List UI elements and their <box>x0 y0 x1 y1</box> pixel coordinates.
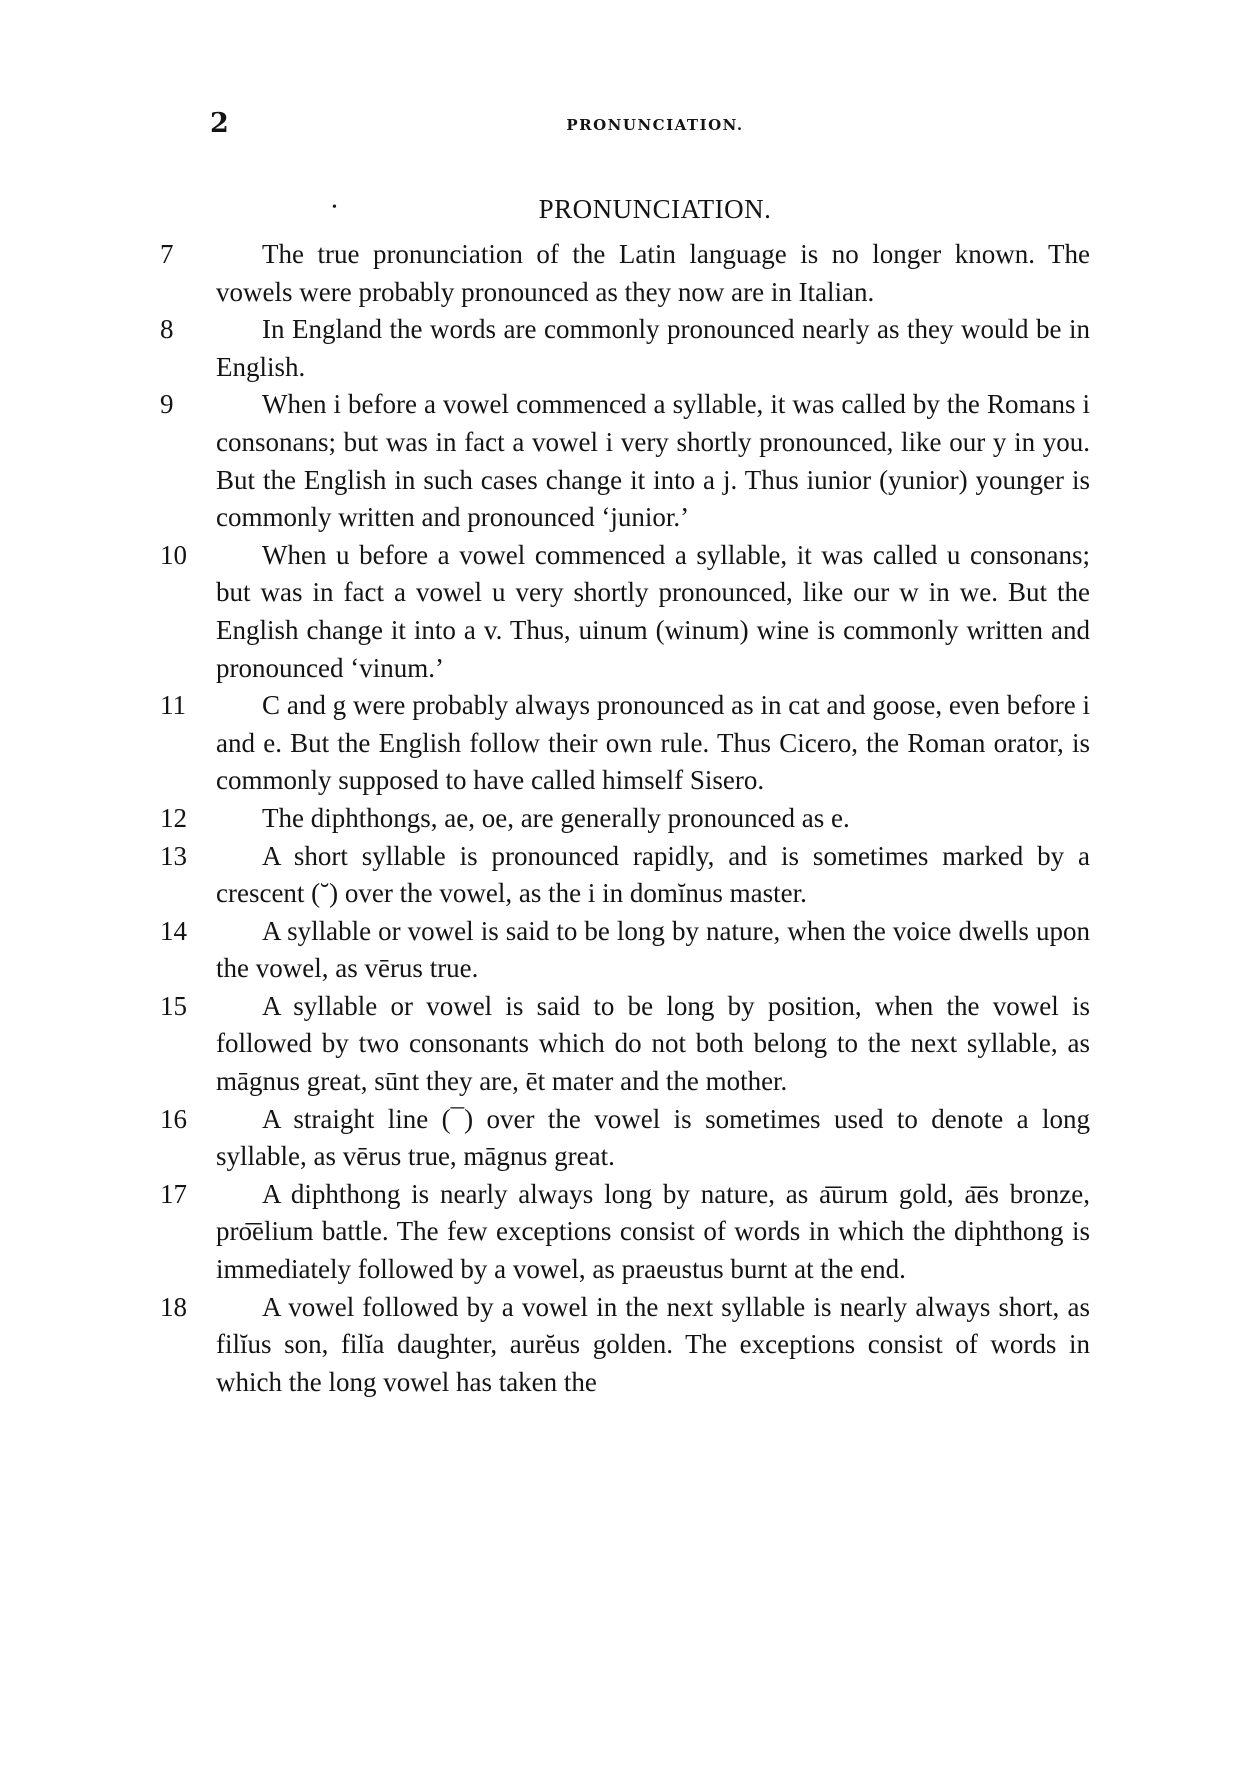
paragraph-15 <box>160 988 1090 1101</box>
paragraph-number: 18 <box>160 1291 187 1322</box>
paragraph-number: 14 <box>160 915 187 946</box>
paragraph-text: When u before a vowel commenced a syllable, it was called u consonans; but was in fact a vowel u very shortly pronounced, like our w in we. But the English change it into a v. Thus, uinum (winum) wine is commonly written and pronounced ‘vinum.’ <box>216 539 1090 683</box>
paragraph-number: 13 <box>160 840 187 871</box>
paragraph-11 <box>160 687 1090 800</box>
paragraph-number: 10 <box>160 539 187 570</box>
paragraph-number: 15 <box>160 990 187 1021</box>
paragraph-number: 7 <box>160 239 174 269</box>
paragraph-text: When i before a vowel commenced a syllable, it was called by the Romans i consonans; but was in fact a vowel i very shortly pronounced, like our y in you. But the English in such cases change it into a j. Thus iunior (yunior) younger is commonly written and pronounced ‘junior.’ <box>216 389 1090 533</box>
paragraph-number: 9 <box>160 389 174 420</box>
paragraph-text: A syllable or vowel is said to be long by nature, when the voice dwells upon the vowel, as vērus true. <box>216 915 1090 984</box>
paragraph-number: 12 <box>160 802 187 833</box>
paragraph-number: 11 <box>160 690 186 721</box>
paragraph-number: 17 <box>160 1178 187 1209</box>
heading-dot: • <box>332 200 338 215</box>
section-heading: PRONUNCIATION. <box>538 194 772 224</box>
paragraph-text: C and g were probably always pronounced as in cat and goose, even before i and e. But the English follow their own rule. Thus Cicero, the Roman orator, is commonly supposed to have called himself Sisero. <box>216 690 1090 796</box>
paragraph-7 <box>160 236 1090 311</box>
paragraph-text: A vowel followed by a vowel in the next syllable is nearly always short, as filĭus son, filĭa daughter, aurĕus golden. The exceptions consist of words in which the long vowel has taken the <box>216 1291 1090 1397</box>
paragraph-text: A syllable or vowel is said to be long by position, when the vowel is followed by two consonants which do not both belong to the next syllable, as māgnus great, sūnt they are, ēt mater and the mother. <box>216 990 1090 1097</box>
paragraph-list <box>160 236 1090 1401</box>
paragraph-number: 8 <box>160 314 174 345</box>
paragraph-9 <box>160 386 1090 536</box>
paragraph-number: 16 <box>160 1103 187 1134</box>
paragraph-10 <box>160 537 1090 687</box>
paragraph-14 <box>160 913 1090 988</box>
section-heading-block <box>210 194 1100 225</box>
paragraph-text: The diphthongs, ae, oe, are generally pronounced as e. <box>262 802 850 833</box>
paragraph-text: In England the words are commonly pronounced nearly as they would be in English. <box>216 314 1090 382</box>
paragraph-text: A straight line (¯) over the vowel is sometimes used to denote a long syllable, as vērus true, māgnus great. <box>216 1103 1090 1172</box>
running-head <box>210 108 1100 148</box>
paragraph-18 <box>160 1289 1090 1402</box>
running-title: PRONUNCIATION. <box>566 116 744 134</box>
paragraph-8 <box>160 311 1090 386</box>
paragraph-12 <box>160 800 1090 838</box>
paragraph-text: The true pronunciation of the Latin language is no longer known. The vowels were probably pronounced as they now are in Italian. <box>216 239 1090 307</box>
paragraph-17 <box>160 1176 1090 1289</box>
paragraph-text: A short syllable is pronounced rapidly, and is sometimes marked by a crescent (˘) over the vowel, as the i in domĭnus master. <box>216 840 1090 909</box>
paragraph-13 <box>160 838 1090 913</box>
page-number: 2 <box>210 108 229 139</box>
paragraph-16 <box>160 1101 1090 1176</box>
paragraph-text: A diphthong is nearly always long by nature, as a͞urum gold, a͞es bronze, pro͞elium battle. The few exceptions consist of words in which the diphthong is immediately followed by a vowel, as praeustus burnt at the end. <box>216 1178 1090 1285</box>
